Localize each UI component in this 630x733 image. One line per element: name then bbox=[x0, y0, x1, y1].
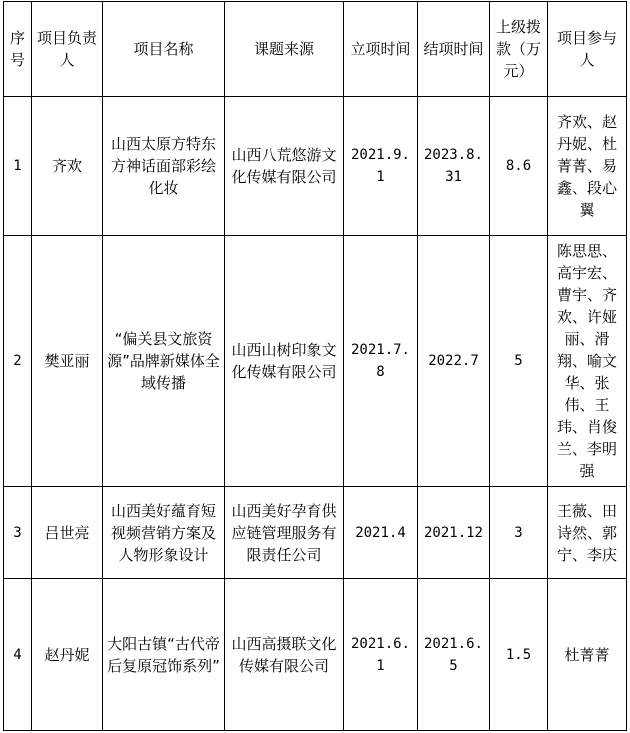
cell-end: 2021.12 bbox=[418, 487, 490, 579]
cell-members: 陈思思、高宇宏、曹宇、齐欢、许娅丽、滑翔、喻文华、张伟、王玮、肖俊兰、李明强 bbox=[548, 236, 627, 487]
cell-end: 2022.7 bbox=[418, 236, 490, 487]
cell-leader: 齐欢 bbox=[32, 97, 103, 236]
cell-leader: 赵丹妮 bbox=[32, 579, 103, 731]
cell-seq: 2 bbox=[4, 236, 32, 487]
cell-name: “偏关县文旅资源”品牌新媒体全域传播 bbox=[103, 236, 225, 487]
cell-source: 山西八荒悠游文化传媒有限公司 bbox=[225, 97, 344, 236]
cell-start: 2021.6.1 bbox=[344, 579, 418, 731]
cell-leader: 樊亚丽 bbox=[32, 236, 103, 487]
table-row bbox=[4, 487, 627, 579]
cell-seq: 3 bbox=[4, 487, 32, 579]
cell-seq: 4 bbox=[4, 579, 32, 731]
table-row bbox=[4, 97, 627, 236]
cell-name: 大阳古镇“古代帝后复原冠饰系列” bbox=[103, 579, 225, 731]
cell-source: 山西高摄联文化传媒有限公司 bbox=[225, 579, 344, 731]
cell-end: 2023.8.31 bbox=[418, 97, 490, 236]
header-end: 结项时间 bbox=[418, 2, 490, 97]
header-source: 课题来源 bbox=[225, 2, 344, 97]
cell-funding: 3 bbox=[490, 487, 548, 579]
cell-funding: 8.6 bbox=[490, 97, 548, 236]
projects-table bbox=[3, 1, 627, 731]
table-row bbox=[4, 579, 627, 731]
table-row bbox=[4, 236, 627, 487]
header-leader: 项目负责人 bbox=[32, 2, 103, 97]
cell-source: 山西美好孕育供应链管理服务有限责任公司 bbox=[225, 487, 344, 579]
cell-seq: 1 bbox=[4, 97, 32, 236]
cell-name: 山西美好蕴育短视频营销方案及人物形象设计 bbox=[103, 487, 225, 579]
cell-funding: 5 bbox=[490, 236, 548, 487]
cell-members: 王薇、田诗然、郭宁、李庆 bbox=[548, 487, 627, 579]
cell-source: 山西山树印象文化传媒有限公司 bbox=[225, 236, 344, 487]
cell-end: 2021.6.5 bbox=[418, 579, 490, 731]
cell-name: 山西太原方特东方神话面部彩绘化妆 bbox=[103, 97, 225, 236]
cell-funding: 1.5 bbox=[490, 579, 548, 731]
cell-start: 2021.7.8 bbox=[344, 236, 418, 487]
cell-members: 杜菁菁 bbox=[548, 579, 627, 731]
header-name: 项目名称 bbox=[103, 2, 225, 97]
header-start: 立项时间 bbox=[344, 2, 418, 97]
cell-start: 2021.9.1 bbox=[344, 97, 418, 236]
cell-start: 2021.4 bbox=[344, 487, 418, 579]
header-funding: 上级拨款（万元） bbox=[490, 2, 548, 97]
cell-leader: 吕世亮 bbox=[32, 487, 103, 579]
header-row bbox=[4, 2, 627, 97]
cell-members: 齐欢、赵丹妮、杜菁菁、易鑫、段心翼 bbox=[548, 97, 627, 236]
header-members: 项目参与人 bbox=[548, 2, 627, 97]
header-seq: 序号 bbox=[4, 2, 32, 97]
